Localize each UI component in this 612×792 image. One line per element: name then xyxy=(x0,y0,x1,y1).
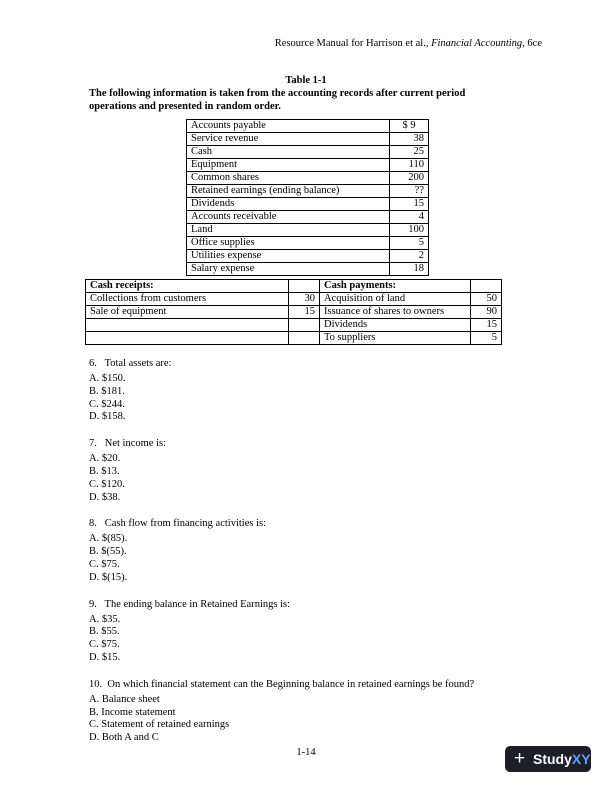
account-value: 15 xyxy=(390,198,429,211)
answer-option: C. $75. xyxy=(89,558,120,570)
cash-payment-label: Acquisition of land xyxy=(320,293,471,306)
account-row xyxy=(187,198,429,211)
cash-receipt-label xyxy=(86,319,289,332)
answer-option: A. $20. xyxy=(89,453,121,465)
empty-cell xyxy=(471,280,502,293)
account-name: Office supplies xyxy=(187,237,390,250)
question xyxy=(89,517,549,584)
answer-option: D. $38. xyxy=(89,491,121,503)
account-row xyxy=(187,224,429,237)
account-value: $ 9 xyxy=(390,120,429,133)
cash-receipt-label: Collections from customers xyxy=(86,293,289,306)
answer-option: C. $120. xyxy=(89,478,125,490)
answer-option: B. $181. xyxy=(89,385,125,397)
account-value: 200 xyxy=(390,172,429,185)
cash-payment-amount: 50 xyxy=(471,293,502,306)
header-book-title: Financial Accounting xyxy=(431,38,523,49)
account-row xyxy=(187,237,429,250)
question xyxy=(89,357,549,424)
question-stem: 10. On which financial statement can the Beginning balance in retained earnings be found? xyxy=(89,678,475,690)
cash-row xyxy=(86,306,502,319)
account-value: 38 xyxy=(390,133,429,146)
page-number: 1-14 xyxy=(296,747,316,758)
header-prefix: Resource Manual for Harrison et al., xyxy=(274,38,432,49)
header-suffix: , 6ce xyxy=(522,38,542,49)
answer-option: C. $244. xyxy=(89,398,125,410)
plus-icon: + xyxy=(514,748,526,769)
accounts-table xyxy=(186,119,429,276)
question xyxy=(89,598,549,665)
cash-payment-amount: 15 xyxy=(471,319,502,332)
account-name: Salary expense xyxy=(187,263,390,276)
account-name: Cash xyxy=(187,146,390,159)
account-row xyxy=(187,172,429,185)
answer-option: A. $150. xyxy=(89,373,126,384)
cash-payment-label: Dividends xyxy=(320,319,471,332)
answer-option: D. $15. xyxy=(89,651,121,663)
account-name: Dividends xyxy=(187,198,390,211)
cash-payments-header: Cash payments: xyxy=(320,280,471,293)
account-value: 4 xyxy=(390,211,429,224)
cash-receipt-amount xyxy=(289,332,320,345)
account-row xyxy=(187,146,429,159)
account-name: Accounts receivable xyxy=(187,211,390,224)
account-value: 5 xyxy=(390,237,429,250)
cash-row xyxy=(86,293,502,306)
answer-option: A. $(85). xyxy=(89,533,128,545)
account-row xyxy=(187,133,429,146)
account-name: Accounts payable xyxy=(187,120,390,133)
cash-receipt-label: Sale of equipment xyxy=(86,306,289,319)
answer-option: B. $13. xyxy=(89,465,120,477)
cash-receipt-amount: 30 xyxy=(289,293,320,306)
account-value: 2 xyxy=(390,250,429,263)
account-row xyxy=(187,159,429,172)
empty-cell xyxy=(289,280,320,293)
cash-row xyxy=(86,332,502,345)
account-value: ?? xyxy=(390,185,429,198)
account-name: Retained earnings (ending balance) xyxy=(187,185,390,198)
question xyxy=(89,437,549,504)
cash-payment-label: Issuance of shares to owners xyxy=(320,306,471,319)
running-header xyxy=(275,37,542,50)
cash-payment-amount: 5 xyxy=(471,332,502,345)
account-name: Common shares xyxy=(187,172,390,185)
answer-option: D. Both A and C xyxy=(89,732,159,744)
question-list xyxy=(89,357,549,758)
cash-receipt-label xyxy=(86,332,289,345)
answer-option: C. $75. xyxy=(89,639,120,651)
badge-word: Study xyxy=(533,751,572,767)
cash-receipts-header: Cash receipts: xyxy=(86,280,289,293)
table-intro: The following information is taken from the accounting records after current period operations and presented in random order. xyxy=(89,88,466,112)
answer-option: B. $(55). xyxy=(89,546,127,558)
account-name: Service revenue xyxy=(187,133,390,146)
account-name: Equipment xyxy=(187,159,390,172)
answer-option: D. $158. xyxy=(89,411,126,423)
answer-option: B. Income statement xyxy=(89,706,176,718)
account-row xyxy=(187,263,429,276)
cash-receipt-amount: 15 xyxy=(289,306,320,319)
account-value: 18 xyxy=(390,263,429,276)
cash-flow-table xyxy=(85,279,502,345)
badge-label xyxy=(533,746,591,772)
answer-option: C. Statement of retained earnings xyxy=(89,719,230,731)
answer-option: B. $55. xyxy=(89,626,120,638)
account-value: 100 xyxy=(390,224,429,237)
cash-payment-amount: 90 xyxy=(471,306,502,319)
answer-option: A. Balance sheet xyxy=(89,693,160,705)
account-name: Land xyxy=(187,224,390,237)
question-stem: 7. Net income is: xyxy=(89,438,166,450)
question-stem: 9. The ending balance in Retained Earnings is: xyxy=(89,598,291,610)
account-name: Utilities expense xyxy=(187,250,390,263)
question-stem: 6. Total assets are: xyxy=(89,358,172,369)
studyxy-badge[interactable] xyxy=(505,746,591,772)
badge-accent: XY xyxy=(571,751,591,767)
account-row xyxy=(187,250,429,263)
cash-row xyxy=(86,319,502,332)
account-row xyxy=(187,185,429,198)
account-value: 110 xyxy=(390,159,429,172)
cash-header-row xyxy=(86,280,502,293)
table-title: Table 1-1 xyxy=(285,75,327,86)
account-row xyxy=(187,211,429,224)
cash-receipt-amount xyxy=(289,319,320,332)
question-stem: 8. Cash flow from financing activities is: xyxy=(89,518,267,530)
answer-option: A. $35. xyxy=(89,613,121,625)
account-row xyxy=(187,120,429,133)
cash-payment-label: To suppliers xyxy=(320,332,471,345)
question xyxy=(89,678,549,745)
answer-option: D. $(15). xyxy=(89,571,128,583)
account-value: 25 xyxy=(390,146,429,159)
